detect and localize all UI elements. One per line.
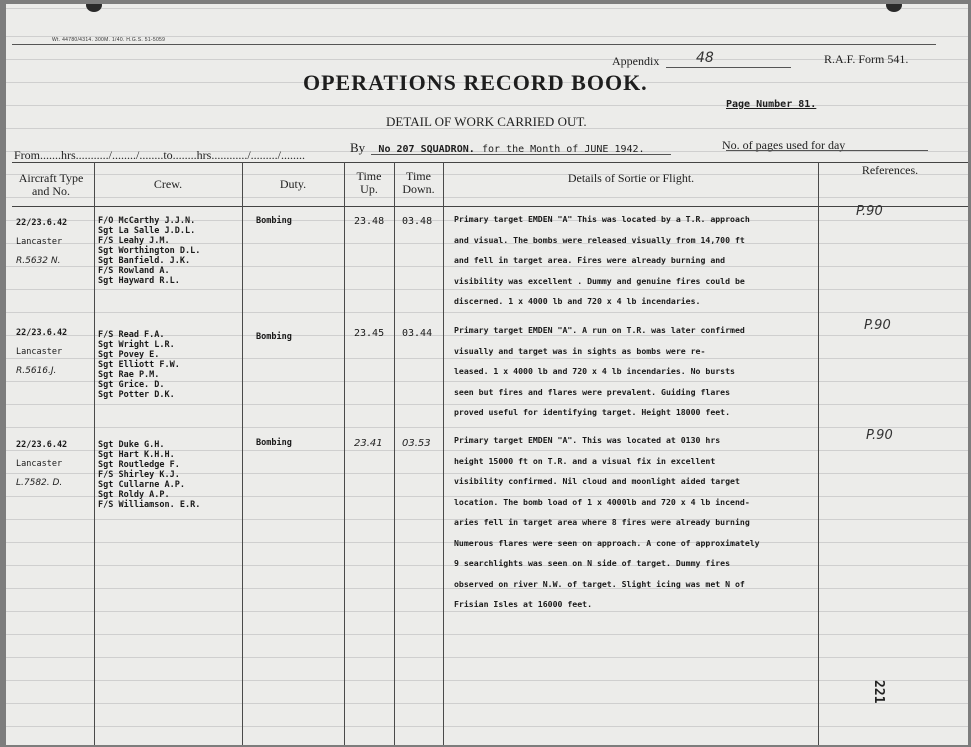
details-line: leased. 1 x 4000 lb and 720 x 4 lb incendaries. No bursts: [454, 366, 735, 376]
details-line: seen but fires and flares were prevalent. Guiding flares: [454, 386, 731, 397]
sortie-date: 22/23.6.42: [16, 218, 68, 228]
by-underline: [371, 154, 671, 155]
squadron-value: No 207 SQUADRON.: [378, 144, 475, 155]
appendix-label: Appendix: [612, 54, 660, 68]
col-divider-2: [242, 162, 243, 745]
crew-member: Sgt Wright L.R.: [98, 340, 175, 350]
aircraft-cell: [16, 436, 67, 493]
sortie-date: 22/23.6.42: [16, 440, 68, 450]
details-line: Primary target EMDEN "A". A run on T.R. was later confirmed: [454, 325, 745, 335]
aircraft-serial: R.5632 N.: [16, 256, 61, 266]
details-line: Primary target EMDEN "A". This was located at 0130 hrs: [454, 435, 721, 445]
crew-member: Sgt Grice. D.: [98, 380, 165, 390]
crew-member: Sgt Hart K.H.H.: [98, 450, 175, 460]
col-divider-6: [818, 162, 819, 745]
sortie-date: 22/23.6.42: [16, 328, 68, 338]
details-line: visibility confirmed. Nil cloud and moonlight aided target: [454, 476, 740, 486]
crew-member: F/S Leahy J.M.: [98, 236, 170, 246]
time-up-value: 23.48: [354, 216, 385, 227]
details-line: proved useful for identifying target. Height 18000 feet.: [454, 407, 731, 417]
crew-member: F/S Williamson. E.R.: [98, 500, 201, 510]
details-line: visibility was excellent . Dummy and genuine fires could be: [454, 275, 745, 286]
month-value: for the Month of JUNE 1942.: [482, 144, 645, 155]
col-divider-3: [344, 162, 345, 745]
crew-member: F/S Read F.A.: [98, 330, 165, 340]
binder-hole-left: [86, 4, 102, 12]
table-header-rule: [12, 206, 968, 207]
details-line: and visual. The bombs were released visually from 14,700 ft: [454, 234, 745, 245]
crew-member: Sgt Roldy A.P.: [98, 490, 170, 500]
col-header-duty: Duty.: [279, 177, 307, 191]
from-to-hours: From.......hrs.........../......../........to........hrs............/........./........: [14, 148, 306, 162]
aircraft-type: Lancaster: [16, 237, 63, 247]
page-number: Page Number 81.: [726, 99, 817, 110]
details-line: discerned. 1 x 4000 lb and 720 x 4 lb incendaries.: [454, 296, 701, 306]
crew-member: F/S Rowland A.: [98, 266, 170, 276]
crew-list: [98, 330, 180, 400]
binder-hole-right: [886, 4, 902, 12]
side-page-number: 221: [871, 680, 886, 704]
time-down-value: 03.44: [402, 328, 433, 339]
crew-member: F/S Shirley K.J.: [98, 470, 180, 480]
time-down-value: 03.53: [402, 438, 431, 449]
details-line: observed on river N.W. of target. Slight icing was met N of: [454, 578, 745, 589]
aircraft-cell: [16, 214, 67, 271]
details-line: visually and target was in sights as bombs were re-: [454, 345, 706, 356]
sortie-details: [454, 430, 760, 615]
time-up-value: 23.45: [354, 328, 385, 339]
appendix-value: 48: [696, 50, 714, 66]
print-code: Wt. 44780/4314. 300M. 1/40. H.G.S. 51-5059: [52, 37, 166, 43]
crew-member: Sgt La Salle J.D.L.: [98, 226, 196, 236]
aircraft-type: Lancaster: [16, 347, 63, 357]
by-label: By: [350, 140, 366, 155]
details-line: height 15000 ft on T.R. and a visual fix in excellent: [454, 455, 716, 466]
col-header-crew: Crew.: [153, 177, 183, 191]
pages-used-line: [726, 150, 928, 151]
aircraft-serial: L.7582. D.: [16, 478, 63, 488]
crew-member: Sgt Cullarne A.P.: [98, 480, 185, 490]
sortie-details: [454, 209, 750, 312]
page-subtitle: DETAIL OF WORK CARRIED OUT.: [386, 114, 587, 129]
details-line: and fell in target area. Fires were already burning and: [454, 255, 726, 265]
form-label: R.A.F. Form 541.: [824, 52, 909, 66]
details-line: 9 searchlights was seen on N side of target. Dummy fires: [454, 558, 731, 568]
table-top-rule: [12, 162, 968, 163]
col-divider-4: [394, 162, 395, 745]
sortie-details: [454, 320, 745, 423]
crew-member: Sgt Povey E.: [98, 350, 160, 360]
record-sheet: [6, 4, 968, 745]
crew-list: [98, 440, 200, 510]
col-header-time-down: Time Down.: [402, 169, 435, 196]
details-line: location. The bomb load of 1 x 4000lb and 720 x 4 lb incend-: [454, 496, 750, 507]
details-line: aries fell in target area where 8 fires were already burning: [454, 517, 750, 527]
details-line: Primary target EMDEN "A" This was located by a T.R. approach: [454, 214, 750, 224]
time-down-value: 03.48: [402, 216, 433, 227]
crew-member: Sgt Worthington D.L.: [98, 246, 201, 256]
appendix-line: [666, 67, 791, 68]
crew-member: Sgt Banfield. J.K.: [98, 256, 191, 266]
crew-member: Sgt Potter D.K.: [98, 390, 175, 400]
col-divider-5: [443, 162, 444, 745]
top-rule: [12, 44, 936, 45]
crew-member: Sgt Hayward R.L.: [98, 276, 180, 286]
crew-member: Sgt Duke G.H.: [98, 440, 165, 450]
reference-value: P.90: [864, 318, 891, 333]
col-divider-1: [94, 162, 95, 745]
reference-value: P.90: [856, 204, 883, 219]
crew-member: F/O McCarthy J.J.N.: [98, 216, 196, 226]
page-title: OPERATIONS RECORD BOOK.: [303, 70, 648, 95]
details-line: Numerous flares were seen on approach. A cone of approximately: [454, 537, 760, 548]
col-header-time-up: Time Up.: [356, 169, 382, 196]
col-header-aircraft: Aircraft Type and No.: [18, 171, 84, 198]
aircraft-cell: [16, 324, 67, 381]
aircraft-serial: R.5616.J.: [16, 366, 57, 376]
details-line: Frisian Isles at 16000 feet.: [454, 599, 593, 609]
reference-value: P.90: [866, 428, 893, 443]
duty-value: Bombing: [256, 332, 292, 342]
crew-member: Sgt Elliott F.W.: [98, 360, 180, 370]
crew-member: Sgt Rae P.M.: [98, 370, 160, 380]
crew-list: [98, 216, 200, 286]
time-up-value: 23.41: [354, 438, 383, 449]
duty-value: Bombing: [256, 216, 292, 226]
col-header-details: Details of Sortie or Flight.: [567, 171, 695, 185]
pages-used-label: No. of pages used for day: [722, 138, 846, 152]
crew-member: Sgt Routledge F.: [98, 460, 180, 470]
col-header-references: References.: [861, 163, 919, 177]
aircraft-type: Lancaster: [16, 459, 63, 469]
duty-value: Bombing: [256, 438, 292, 448]
